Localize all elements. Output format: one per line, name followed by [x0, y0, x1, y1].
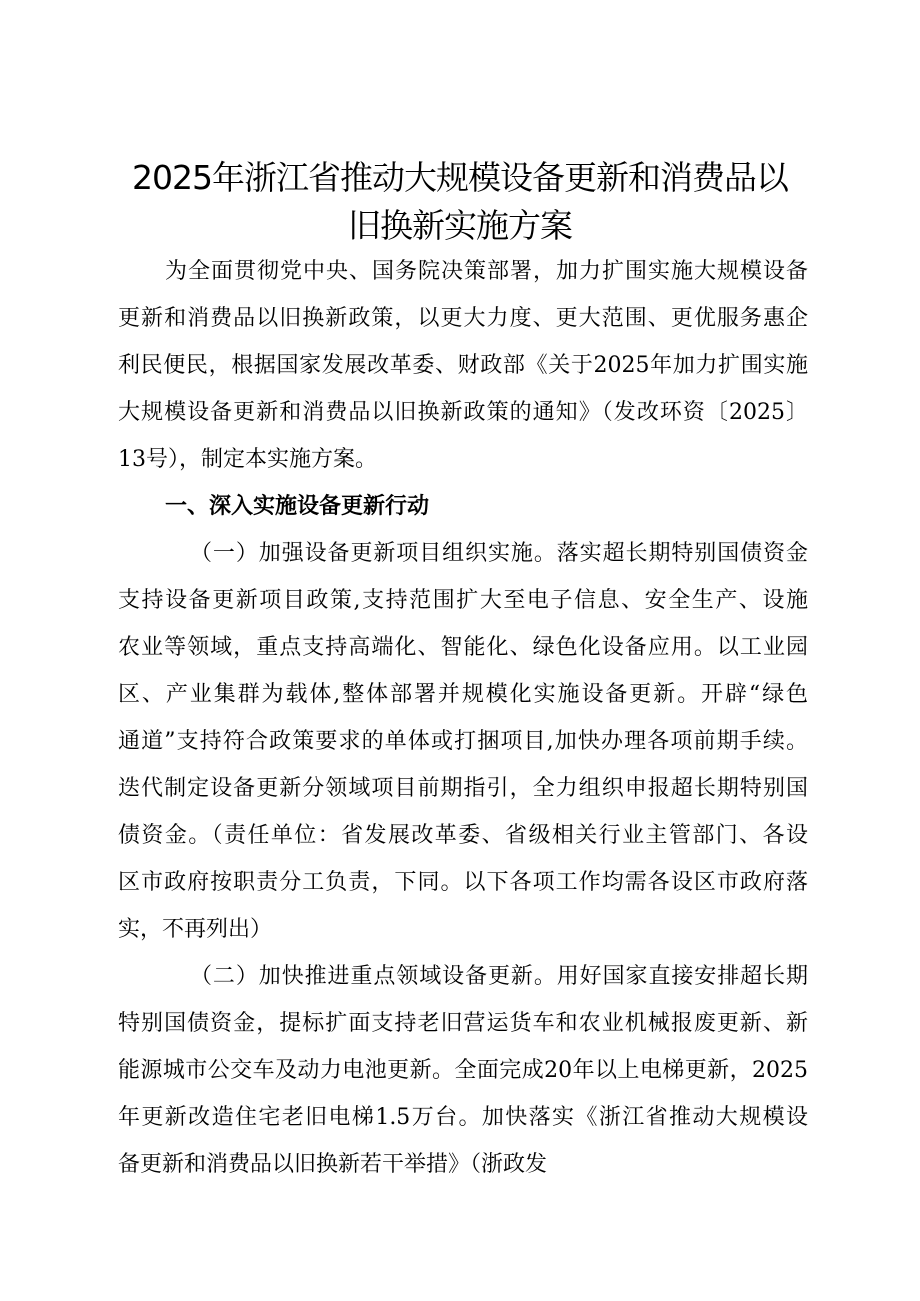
item2-line: 年更新改造住宅老旧电梯1.5万台。加快落实《浙江省推动大规模设 [118, 1105, 808, 1130]
item1-line: 实，不再列出） [118, 917, 273, 942]
item2-line: 备更新和消费品以旧换新若干举措》（浙政发 [118, 1152, 548, 1177]
item1-line: 区市政府按职责分工负责，下同。以下各项工作均需各设区市政府落 [118, 870, 808, 895]
item2-line: 特别国债资金，提标扩面支持老旧营运货车和农业机械报废更新、新 [118, 1011, 808, 1036]
item1-line: 迭代制定设备更新分领域项目前期指引，全力组织申报超长期特别国 [118, 776, 808, 801]
item1-line: 区、产业集群为载体,整体部署并规模化实施设备更新。开辟“绿色 [118, 682, 808, 707]
item2-line: （二）加快推进重点领域设备更新。用好国家直接安排超长期 [190, 964, 808, 989]
document-title-line-2: 旧换新实施方案 [348, 206, 572, 245]
intro-line: 13号），制定本实施方案。 [118, 447, 377, 472]
intro-line: 更新和消费品以旧换新政策，以更大力度、更大范围、更优服务惠企 [118, 306, 808, 331]
intro-line: 大规模设备更新和消费品以旧换新政策的通知》（发改环资〔2025〕 [118, 400, 808, 425]
item1-line: 债资金。（责任单位：省发展改革委、省级相关行业主管部门、各设 [118, 823, 808, 848]
intro-line: 为全面贯彻党中央、国务院决策部署，加力扩围实施大规模设备 [165, 259, 808, 284]
intro-line: 利民便民，根据国家发展改革委、财政部《关于2025年加力扩围实施 [118, 353, 808, 378]
item1-line: （一）加强设备更新项目组织实施。落实超长期特别国债资金 [190, 541, 808, 566]
item2-line: 能源城市公交车及动力电池更新。全面完成20年以上电梯更新，2025 [118, 1058, 808, 1083]
section-heading: 一、深入实施设备更新行动 [165, 494, 430, 519]
item1-line: 农业等领域，重点支持高端化、智能化、绿色化设备应用。以工业园 [118, 635, 808, 660]
document-title-line-1: 2025年浙江省推动大规模设备更新和消费品以 [132, 158, 788, 197]
item1-line: 通道”支持符合政策要求的单体或打捆项目,加快办理各项前期手续。 [118, 729, 808, 754]
item1-line: 支持设备更新项目政策,支持范围扩大至电子信息、安全生产、设施 [118, 588, 808, 613]
